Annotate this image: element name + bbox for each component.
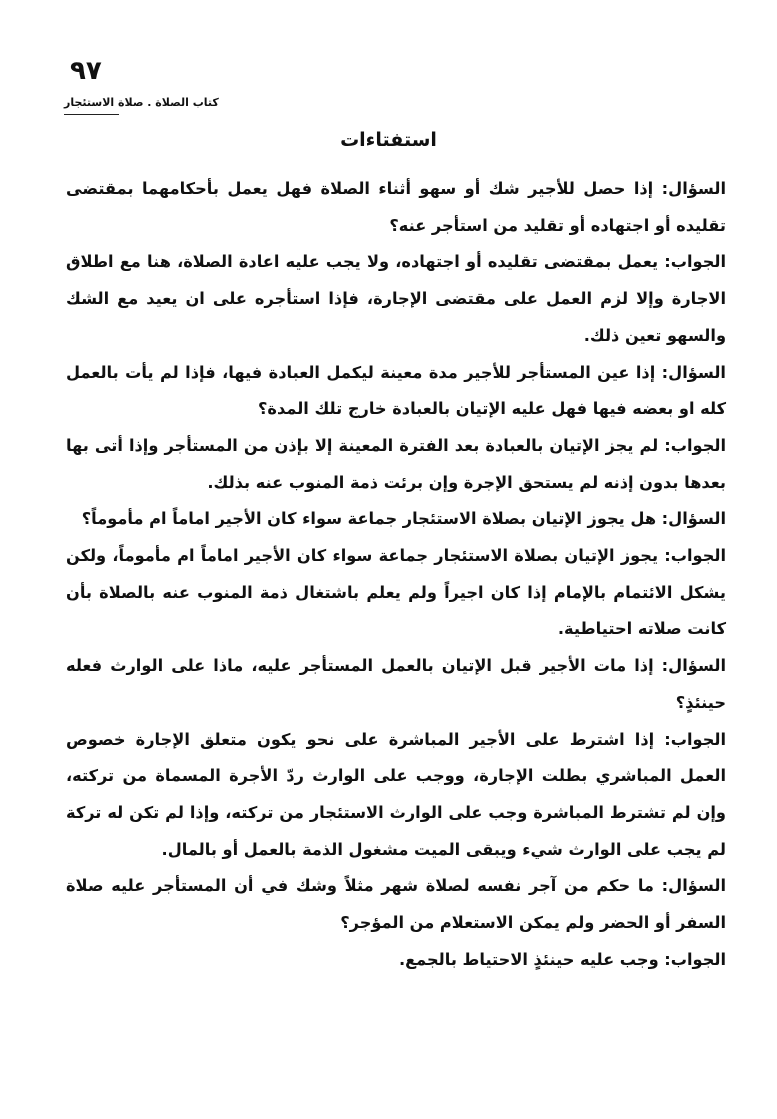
page-title: استفتاءات [340,129,437,151]
question-2: السؤال: إذا عين المستأجر للأجير مدة معينة ليكمل العبادة فيها، فإذا لم يأت بالعمل كله او بعضه فيها فهل عليه الإتيان بالعبادة خارج تلك المدة؟ [66,362,726,419]
question-1: السؤال: إذا حصل للأجير شك أو سهو أثناء الصلاة فهل يعمل بأحكامهما بمقتضى تقليده أو اجتهاده أو تقليد من استأجر عنه؟ [66,179,726,235]
question-3: السؤال: هل يجوز الإتيان بصلاة الاستئجار جماعة سواء كان الأجير اماماً ام مأموماً؟ [81,509,726,529]
question-4: السؤال: إذا مات الأجير قبل الإتيان بالعمل المستأجر عليه، ماذا على الوارث فعله حينئذٍ؟ [66,656,726,712]
question-5: السؤال: ما حكم من آجر نفسه لصلاة شهر مثلاً وشك في أن المستأجر عليه صلاة السفر أو الحضر ولم يمكن الاستعلام من المؤجر؟ [66,876,726,933]
header-divider [64,114,119,115]
running-head: كتاب الصلاة . صلاة الاستئجار [64,96,219,109]
qa-body [66,171,726,978]
answer-2: الجواب: لم يجز الإتيان بالعبادة بعد الفترة المعينة إلا بإذن من المستأجر وإذا أتى بها بعدها بدون إذنه لم يستحق الإجرة وإن برئت ذمة المنوب عنه بذلك. [66,435,726,492]
answer-1: الجواب: يعمل بمقتضى تقليده أو اجتهاده، ولا يجب عليه اعادة الصلاة، هنا مع اطلاق الاجارة وإلا لزم العمل على مقتضى الإجارة، فإذا استأجره على ان يعيد مع الشك والسهو تعين ذلك. [66,252,726,345]
page-number: ٩٧ [70,56,102,86]
answer-4: الجواب: إذا اشترط على الأجير المباشرة على نحو يكون متعلق الإجارة خصوص العمل المباشري بطلت الإجارة، ووجب على الوارث ردّ الأجرة المسماة من تركته، وإن لم تشترط المباشرة وجب على الوارث الاستئجار من تركته، وإذا لم تكن له تركة لم يجب على الوارث شيء ويبقى الميت مشغول الذمة بالعمل أو بالمال. [66,729,726,859]
answer-3: الجواب: يجوز الإتيان بصلاة الاستئجار جماعة سواء كان الأجير اماماً ام مأموماً، ولكن يشكل الائتمام بالإمام إذا كان اجيراً ولم يعلم باشتغال ذمة المنوب عنه بالصلاة بأن كانت صلاته احتياطية. [66,546,726,639]
answer-5: الجواب: وجب عليه حينئذٍ الاحتياط بالجمع. [398,949,726,969]
